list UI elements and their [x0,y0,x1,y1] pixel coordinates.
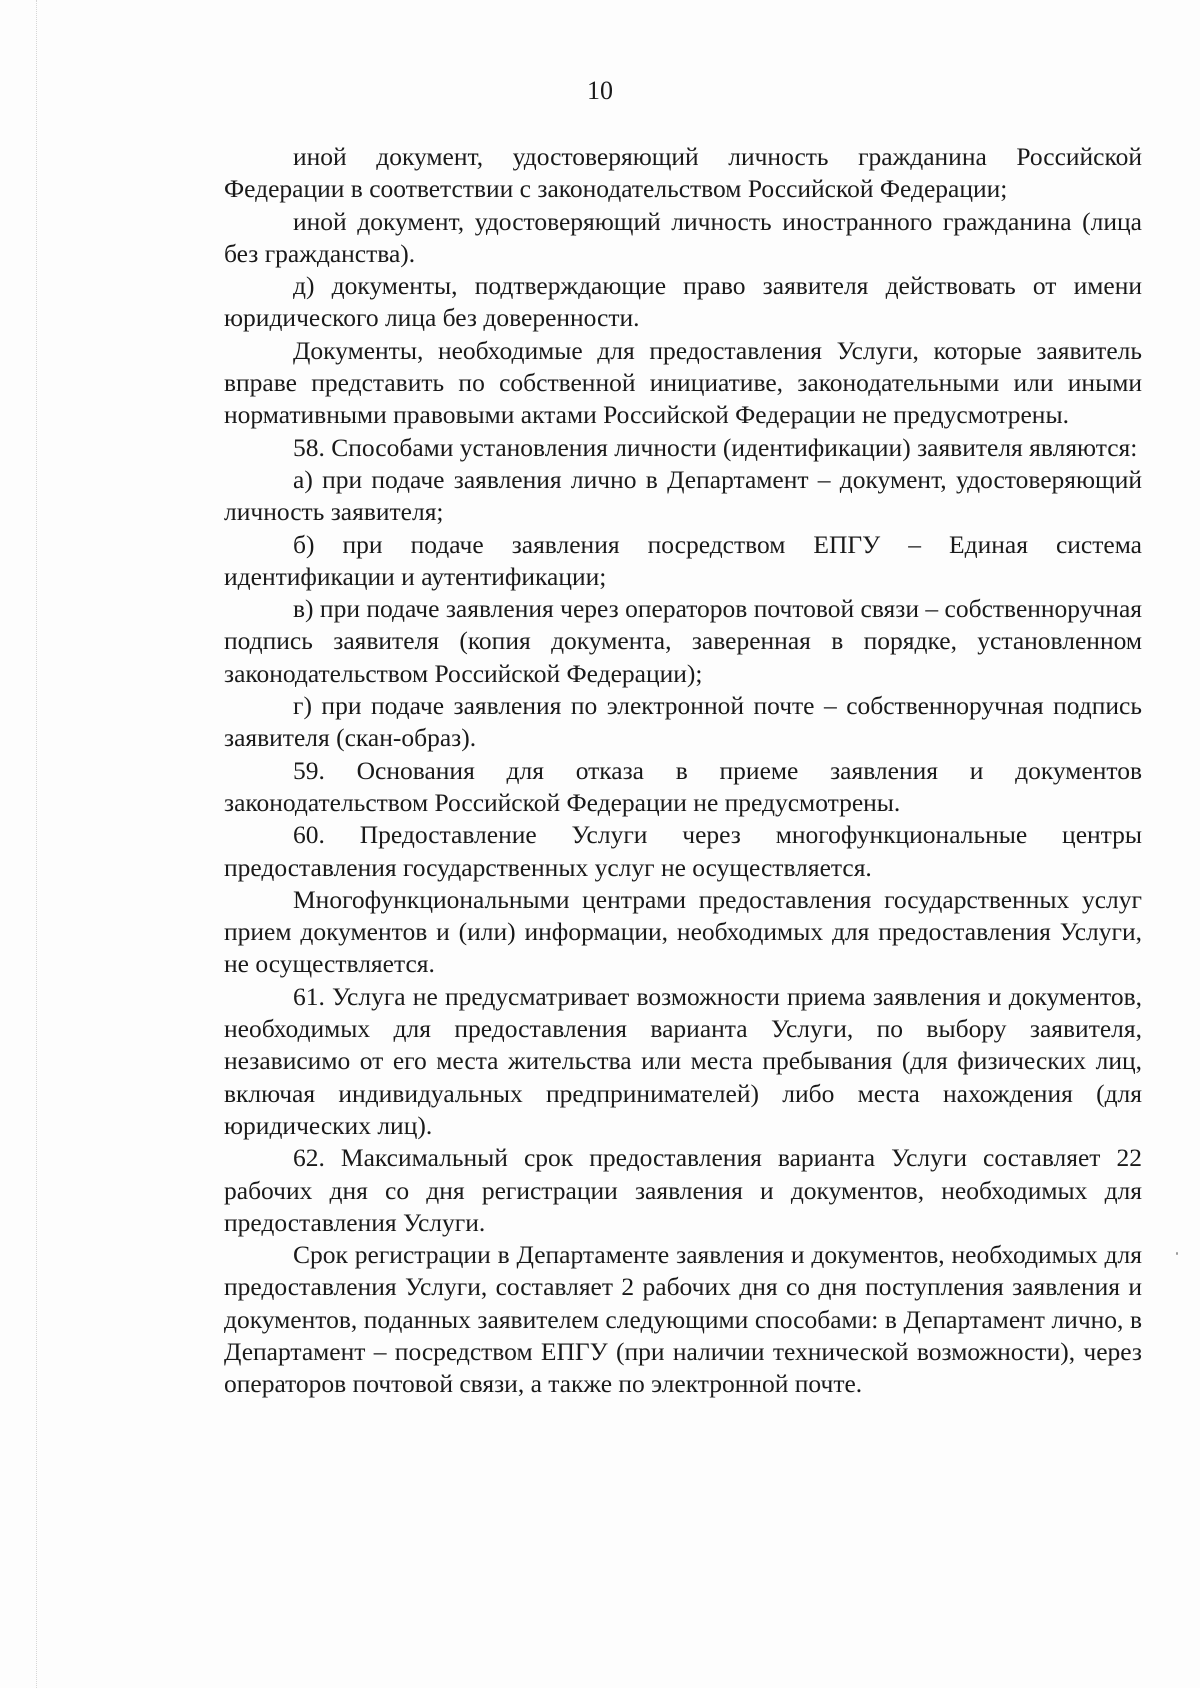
paragraph: в) при подаче заявления через операторов почтовой связи – собственноручная подпись заявителя (копия документа, заверенная в порядке, установленном законодательством Российской Федерации); [224,594,1142,688]
paragraph: Срок регистрации в Департаменте заявления и документов, необходимых для предоставления Услуги, составляет 2 рабочих дня со дня поступления заявления и документов, поданных заявителем следующими способами: в Департамент лично, в Департамент – посредством ЕПГУ (при наличии технической возможности), через операторов почтовой связи, а также по электронной почте. [224,1240,1142,1399]
document-body [224,141,1142,1401]
paragraph: 59. Основания для отказа в приеме заявления и документов законодательством Российской Федерации не предусмотрены. [224,755,1142,817]
paragraph: г) при подаче заявления по электронной почте – собственноручная подпись заявителя (скан-образ). [224,691,1142,753]
paragraph: 60. Предоставление Услуги через многофункциональные центры предоставления государственных услуг не осуществляется. [224,820,1142,882]
paragraph: 61. Услуга не предусматривает возможности приема заявления и документов, необходимых для предоставления варианта Услуги, по выбору заявителя, независимо от его места жительства или места пребывания (для физических лиц, включая индивидуальных предпринимателей) либо места нахождения (для юридических лиц). [224,981,1142,1140]
paragraph: иной документ, удостоверяющий личность иностранного гражданина (лица без гражданства). [224,206,1142,268]
paragraph: д) документы, подтверждающие право заявителя действовать от имени юридического лица без доверенности. [224,271,1142,333]
page-number: 10 [587,76,613,105]
paragraph: Многофункциональными центрами предоставления государственных услуг прием документов и (или) информации, необходимых для предоставления Услуги, не осуществляется. [224,884,1142,979]
scan-binding-edge [36,0,38,1688]
scan-speck [1176,1252,1178,1255]
paragraph: б) при подаче заявления посредством ЕПГУ – Единая система идентификации и аутентификации; [224,529,1142,591]
paragraph: а) при подаче заявления лично в Департамент – документ, удостоверяющий личность заявителя; [224,464,1142,527]
paragraph: 62. Максимальный срок предоставления варианта Услуги составляет 22 рабочих дня со дня регистрации заявления и документов, необходимых для предоставления Услуги. [224,1143,1142,1237]
paragraph: иной документ, удостоверяющий личность гражданина Российской Федерации в соответствии с законодательством Российской Федерации; [224,142,1142,204]
paragraph: 58. Способами установления личности (идентификации) заявителя являются: [293,432,1138,462]
paragraph: Документы, необходимые для предоставления Услуги, которые заявитель вправе представить по собственной инициативе, законодательными или иными нормативными правовыми актами Российской Федерации не предусмотрены. [224,335,1142,430]
